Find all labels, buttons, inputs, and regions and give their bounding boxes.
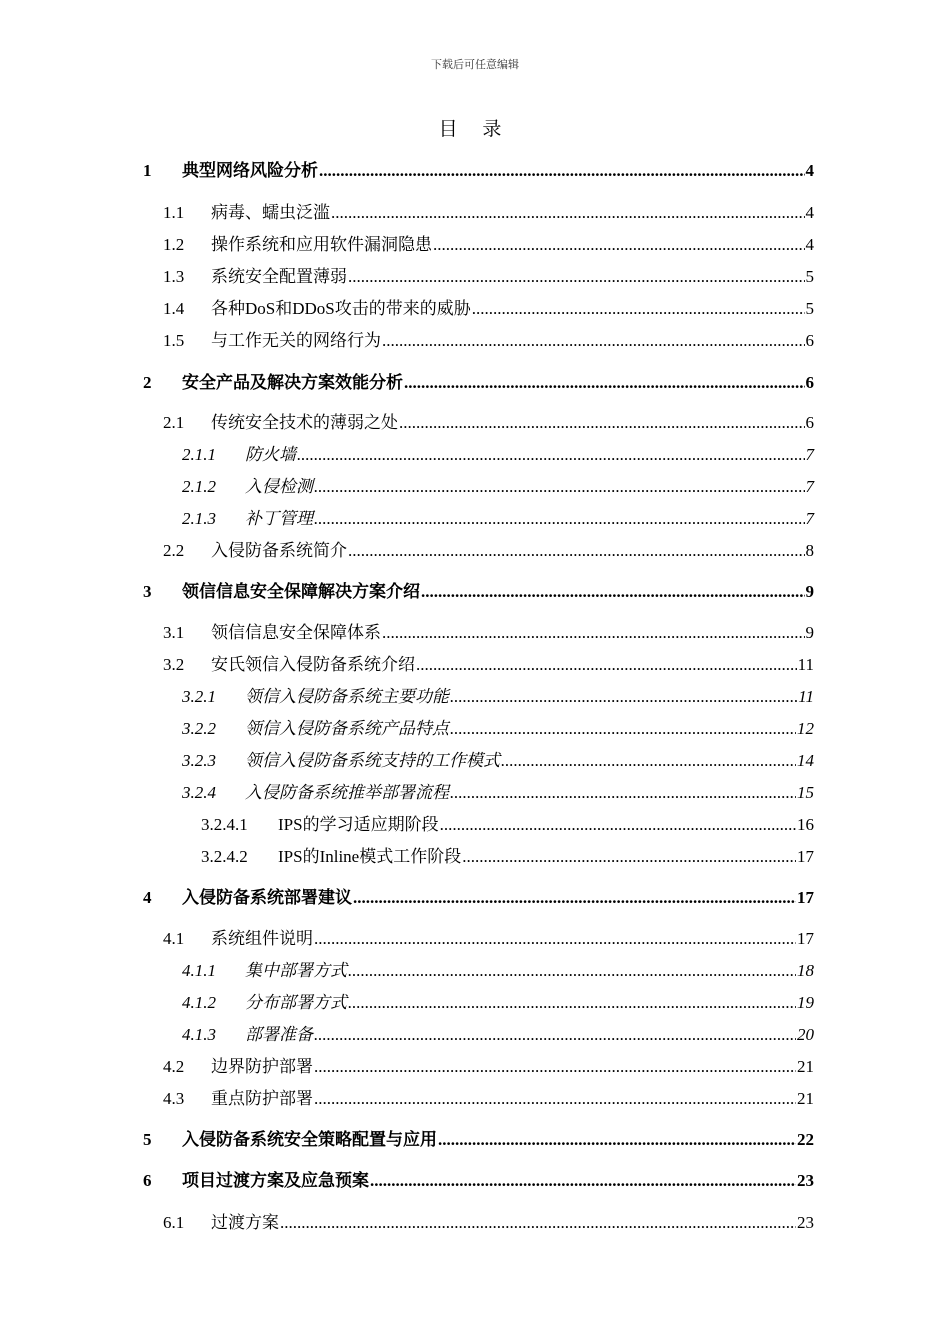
- toc-entry-page: 9: [805, 623, 814, 642]
- toc-entry[interactable]: [143, 577, 814, 602]
- toc-entry-page: 22: [797, 1130, 814, 1149]
- toc-entry-title: 领信信息安全保障解决方案介绍: [182, 582, 420, 601]
- toc-entry-page: 4: [805, 161, 814, 180]
- toc-entry-title: 操作系统和应用软件漏洞隐患: [211, 235, 432, 254]
- toc-entry-page: 15: [797, 783, 814, 802]
- toc-entry-title: 领信入侵防备系统主要功能: [245, 687, 449, 706]
- toc-entry[interactable]: [163, 262, 814, 287]
- toc-leader-dots: [433, 235, 805, 255]
- toc-entry-number: 4: [143, 888, 152, 907]
- toc-entry-page: 14: [797, 751, 814, 770]
- toc-leader-dots: [450, 687, 797, 707]
- page-header: 下载后可任意编辑: [431, 59, 519, 71]
- toc-entry-number: 1.5: [163, 331, 185, 350]
- toc-entry[interactable]: [201, 842, 814, 867]
- toc-entry[interactable]: [143, 368, 814, 393]
- toc-entry-page: 20: [797, 1025, 814, 1044]
- toc-entry[interactable]: [182, 746, 814, 771]
- toc-entry-number: 4.1.1: [182, 961, 216, 980]
- toc-entry[interactable]: [182, 714, 814, 739]
- toc-leader-dots: [314, 929, 796, 949]
- toc-entry-page: 7: [805, 445, 814, 464]
- toc-entry-number: 3.2.4.2: [201, 847, 248, 866]
- toc-leader-dots: [421, 582, 805, 602]
- toc-leader-dots: [382, 331, 805, 351]
- toc-leader-dots: [331, 203, 805, 223]
- toc-entry-title: 入侵防备系统安全策略配置与应用: [182, 1130, 437, 1149]
- toc-entry-number: 2.1: [163, 413, 185, 432]
- toc-entry-number: 1.2: [163, 235, 185, 254]
- toc-entry-page: 8: [805, 541, 814, 560]
- toc-entry-page: 9: [805, 582, 814, 601]
- toc-entry[interactable]: [163, 294, 814, 319]
- toc-entry-page: 11: [798, 687, 814, 706]
- toc-title: 目 录: [438, 119, 512, 140]
- toc-entry[interactable]: [143, 1166, 814, 1191]
- toc-entry[interactable]: [182, 1020, 814, 1045]
- toc-leader-dots: [314, 1057, 796, 1077]
- toc-entry[interactable]: [143, 156, 814, 181]
- toc-entry-page: 17: [797, 888, 814, 907]
- toc-leader-dots: [440, 815, 796, 835]
- toc-entry-title: 重点防护部署: [211, 1089, 313, 1108]
- toc-entry-title: 典型网络风险分析: [182, 161, 318, 180]
- toc-entry-title: 边界防护部署: [211, 1057, 313, 1076]
- toc-entry-page: 23: [797, 1213, 814, 1232]
- toc-entry-number: 4.1.3: [182, 1025, 216, 1044]
- toc-entry-page: 16: [797, 815, 814, 834]
- toc-entry-number: 1: [143, 161, 152, 180]
- toc-entry-page: 21: [797, 1057, 814, 1076]
- toc-leader-dots: [438, 1130, 796, 1150]
- toc-entry-number: 3.2.4.1: [201, 815, 248, 834]
- toc-leader-dots: [416, 655, 797, 675]
- toc-entry[interactable]: [163, 198, 814, 223]
- toc-entry-title: 补丁管理: [245, 509, 313, 528]
- toc-entry[interactable]: [163, 536, 814, 561]
- toc-entry-page: 6: [805, 413, 814, 432]
- toc-leader-dots: [382, 623, 805, 643]
- toc-leader-dots: [450, 719, 796, 739]
- toc-entry-page: 5: [805, 267, 814, 286]
- toc-entry-page: 5: [805, 299, 814, 318]
- toc-entry-page: 7: [805, 509, 814, 528]
- toc-entry-title: 分布部署方式: [245, 993, 347, 1012]
- toc-entry-page: 23: [797, 1171, 814, 1190]
- toc-entry-page: 4: [805, 203, 814, 222]
- toc-entry-title: 领信信息安全保障体系: [211, 623, 381, 642]
- toc-entry-number: 2.1.1: [182, 445, 216, 464]
- toc-entry[interactable]: [201, 810, 814, 835]
- toc-entry-number: 1.1: [163, 203, 185, 222]
- toc-entry-page: 18: [797, 961, 814, 980]
- toc-entry[interactable]: [182, 440, 814, 465]
- toc-entry-number: 4.3: [163, 1089, 185, 1108]
- toc-leader-dots: [280, 1213, 796, 1233]
- toc-leader-dots: [404, 373, 805, 393]
- toc-entry-number: 6.1: [163, 1213, 185, 1232]
- toc-entry[interactable]: [182, 472, 814, 497]
- toc-entry-title: 入侵防备系统推举部署流程: [245, 783, 449, 802]
- toc-entry-page: 4: [805, 235, 814, 254]
- toc-entry-title: 入侵防备系统简介: [211, 541, 347, 560]
- toc-entry-page: 12: [797, 719, 814, 738]
- toc-entry-title: 部署准备: [245, 1025, 313, 1044]
- toc-leader-dots: [370, 1171, 796, 1191]
- toc-entry[interactable]: [163, 1052, 814, 1077]
- toc-entry-title: 集中部署方式: [245, 961, 347, 980]
- toc-entry-title: 安氏领信入侵防备系统介绍: [211, 655, 415, 674]
- toc-entry-number: 5: [143, 1130, 152, 1149]
- toc-entry-page: 6: [805, 373, 814, 392]
- toc-leader-dots: [348, 993, 796, 1013]
- toc-entry-title: 过渡方案: [211, 1213, 279, 1232]
- toc-leader-dots: [462, 847, 796, 867]
- toc-entry[interactable]: [163, 650, 814, 675]
- toc-leader-dots: [348, 267, 805, 287]
- toc-leader-dots: [314, 1025, 796, 1045]
- toc-entry[interactable]: [182, 504, 814, 529]
- toc-entry[interactable]: [182, 778, 814, 803]
- toc-leader-dots: [314, 1089, 796, 1109]
- toc-leader-dots: [399, 413, 805, 433]
- toc-entry-page: 19: [797, 993, 814, 1012]
- toc-entry-number: 3.2: [163, 655, 185, 674]
- toc-entry-page: 7: [805, 477, 814, 496]
- toc-leader-dots: [314, 477, 805, 497]
- toc-entry-number: 1.4: [163, 299, 185, 318]
- toc-leader-dots: [450, 783, 796, 803]
- toc-entry-page: 11: [797, 655, 814, 674]
- toc-entry-title: 与工作无关的网络行为: [211, 331, 381, 350]
- toc-leader-dots: [297, 445, 805, 465]
- toc-entry-page: 21: [797, 1089, 814, 1108]
- toc-entry-number: 2.1.2: [182, 477, 216, 496]
- toc-entry[interactable]: [163, 1084, 814, 1109]
- toc-leader-dots: [472, 299, 805, 319]
- toc-entry-title: 传统安全技术的薄弱之处: [211, 413, 398, 432]
- toc-entry-title: 系统安全配置薄弱: [211, 267, 347, 286]
- toc-entry-number: 3.2.1: [182, 687, 216, 706]
- toc-entry[interactable]: [163, 326, 814, 351]
- toc-entry-title: 防火墙: [245, 445, 296, 464]
- toc-entry-title: IPS的Inline模式工作阶段: [278, 847, 462, 866]
- toc-leader-dots: [501, 751, 796, 771]
- toc-leader-dots: [348, 541, 805, 561]
- toc-entry-number: 2.1.3: [182, 509, 216, 528]
- toc-entry-number: 4.1.2: [182, 993, 216, 1012]
- toc-leader-dots: [314, 509, 805, 529]
- toc-entry[interactable]: [182, 988, 814, 1013]
- toc-leader-dots: [319, 161, 805, 181]
- toc-entry-number: 3.2.4: [182, 783, 216, 802]
- toc-entry-number: 3.2.2: [182, 719, 216, 738]
- toc-entry-number: 4.2: [163, 1057, 185, 1076]
- toc-entry-title: 系统组件说明: [211, 929, 313, 948]
- toc-entry-number: 2: [143, 373, 152, 392]
- toc-entry-title: 领信入侵防备系统支持的工作模式: [245, 751, 500, 770]
- toc-entry-page: 17: [797, 847, 814, 866]
- toc-entry-title: IPS的学习适应期阶段: [278, 815, 439, 834]
- toc-entry-number: 2.2: [163, 541, 185, 560]
- toc-entry[interactable]: [163, 1208, 814, 1233]
- toc-entry-title: 领信入侵防备系统产品特点: [245, 719, 449, 738]
- toc-entry-number: 3.2.3: [182, 751, 216, 770]
- toc-entry-number: 3: [143, 582, 152, 601]
- toc-entry[interactable]: [143, 1125, 814, 1150]
- toc-entry[interactable]: [163, 924, 814, 949]
- toc-entry[interactable]: [182, 682, 814, 707]
- toc-entry-title: 安全产品及解决方案效能分析: [182, 373, 403, 392]
- toc-entry-number: 3.1: [163, 623, 185, 642]
- toc-leader-dots: [353, 888, 796, 908]
- toc-entry-title: 病毒、蠕虫泛滥: [211, 203, 330, 222]
- toc-entry-title: 各种DoS和DDoS攻击的带来的威胁: [211, 299, 471, 318]
- toc-leader-dots: [348, 961, 796, 981]
- toc-entry-number: 4.1: [163, 929, 185, 948]
- toc-entry[interactable]: [163, 230, 814, 255]
- toc-entry-number: 1.3: [163, 267, 185, 286]
- toc-entry[interactable]: [163, 408, 814, 433]
- toc-entry-page: 6: [805, 331, 814, 350]
- toc-entry-title: 入侵防备系统部署建议: [182, 888, 352, 907]
- toc-entry[interactable]: [163, 618, 814, 643]
- toc-entry[interactable]: [143, 883, 814, 908]
- toc-entry[interactable]: [182, 956, 814, 981]
- toc-entry-page: 17: [797, 929, 814, 948]
- toc-entry-title: 项目过渡方案及应急预案: [182, 1171, 369, 1190]
- toc-entry-number: 6: [143, 1171, 152, 1190]
- toc-entry-title: 入侵检测: [245, 477, 313, 496]
